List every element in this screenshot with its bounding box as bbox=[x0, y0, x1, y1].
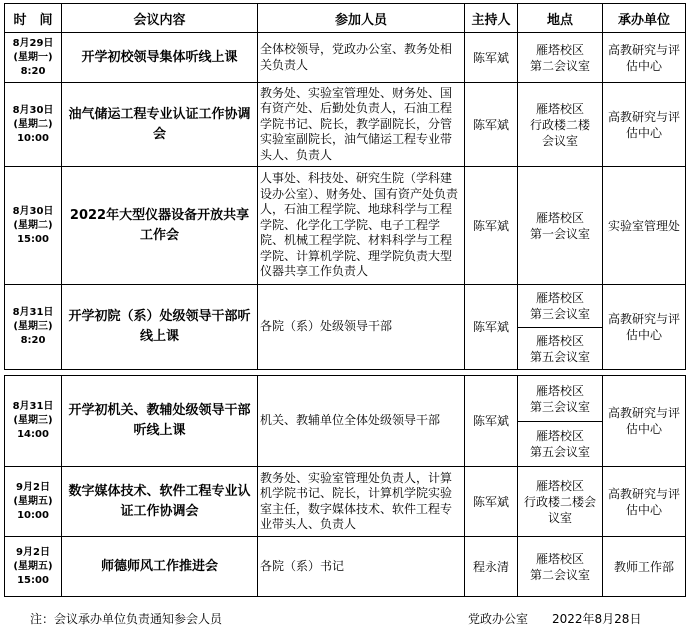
table-row bbox=[5, 376, 686, 467]
meeting-participants: 机关、教辅单位全体处级领导干部 bbox=[258, 376, 465, 467]
meeting-organizer: 高教研究与评估中心 bbox=[603, 467, 686, 537]
meeting-time: 9月2日 (星期五) 10:00 bbox=[5, 467, 62, 537]
header-content: 会议内容 bbox=[62, 4, 258, 33]
meeting-participants: 人事处、科技处、研究生院（学科建设办公室）、财务处、国有资产处负责人，石油工程学院、地球科学与工程学院、化学化工学院、电子工程学院、机械工程学院、材料科学与工程学院、计算机学院、理学院负责大型仪器共享工作负责人 bbox=[258, 167, 465, 285]
meeting-location: 雁塔校区 行政楼二楼 会议室 bbox=[518, 83, 603, 167]
meeting-participants: 各院（系）书记 bbox=[258, 537, 465, 597]
meeting-organizer: 高教研究与评估中心 bbox=[603, 285, 686, 370]
meeting-time: 8月30日 (星期二) 10:00 bbox=[5, 83, 62, 167]
meeting-title: 2022年大型仪器设备开放共享工作会 bbox=[62, 167, 258, 285]
issue-date: 2022年8月28日 bbox=[552, 612, 642, 626]
meeting-host: 陈军斌 bbox=[465, 83, 518, 167]
header-host: 主持人 bbox=[465, 4, 518, 33]
schedule-table-continued bbox=[4, 375, 686, 597]
header-participants: 参加人员 bbox=[258, 4, 465, 33]
meeting-host: 陈军斌 bbox=[465, 376, 518, 467]
meeting-location bbox=[518, 376, 603, 467]
table-row bbox=[5, 537, 686, 597]
meeting-participants: 各院（系）处级领导干部 bbox=[258, 285, 465, 370]
table-row bbox=[5, 33, 686, 83]
meeting-title: 开学初机关、教辅处级领导干部听线上课 bbox=[62, 376, 258, 467]
meeting-location: 雁塔校区 第一会议室 bbox=[518, 167, 603, 285]
meeting-location: 雁塔校区 第二会议室 bbox=[518, 537, 603, 597]
meeting-title: 数字媒体技术、软件工程专业认证工作协调会 bbox=[62, 467, 258, 537]
issuing-office: 党政办公室 bbox=[468, 612, 529, 626]
meeting-title: 油气储运工程专业认证工作协调会 bbox=[62, 83, 258, 167]
schedule-table bbox=[4, 3, 686, 370]
meeting-organizer: 实验室管理处 bbox=[603, 167, 686, 285]
meeting-organizer: 高教研究与评估中心 bbox=[603, 83, 686, 167]
footer-note: 注：会议承办单位负责通知参会人员 bbox=[30, 612, 223, 626]
meeting-time: 8月31日 (星期三) 14:00 bbox=[5, 376, 62, 467]
meeting-location: 雁塔校区 行政楼二楼会议室 bbox=[518, 467, 603, 537]
meeting-organizer: 高教研究与评估中心 bbox=[603, 376, 686, 467]
table-row bbox=[5, 167, 686, 285]
meeting-host: 陈军斌 bbox=[465, 467, 518, 537]
meeting-organizer: 高教研究与评估中心 bbox=[603, 33, 686, 83]
location-room: 雁塔校区 第五会议室 bbox=[529, 333, 590, 364]
meeting-title: 师德师风工作推进会 bbox=[62, 537, 258, 597]
location-room: 雁塔校区 第三会议室 bbox=[518, 285, 602, 328]
meeting-organizer: 教师工作部 bbox=[603, 537, 686, 597]
meeting-host: 陈军斌 bbox=[465, 33, 518, 83]
location-room: 雁塔校区 第三会议室 bbox=[518, 376, 602, 422]
meeting-host: 程永清 bbox=[465, 537, 518, 597]
header-time: 时 间 bbox=[5, 4, 62, 33]
meeting-time: 8月31日 (星期三) 8:20 bbox=[5, 285, 62, 370]
meeting-location bbox=[518, 285, 603, 370]
meeting-host: 陈军斌 bbox=[465, 285, 518, 370]
table-header bbox=[5, 4, 686, 33]
location-room: 雁塔校区 第五会议室 bbox=[529, 429, 590, 459]
table-row bbox=[5, 467, 686, 537]
meeting-time: 8月30日 (星期二) 15:00 bbox=[5, 167, 62, 285]
meeting-participants: 全体校领导，党政办公室、教务处相关负责人 bbox=[258, 33, 465, 83]
table-row bbox=[5, 285, 686, 370]
meeting-title: 开学初院（系）处级领导干部听线上课 bbox=[62, 285, 258, 370]
meeting-time: 9月2日 (星期五) 15:00 bbox=[5, 537, 62, 597]
meeting-host: 陈军斌 bbox=[465, 167, 518, 285]
meeting-title: 开学初校领导集体听线上课 bbox=[62, 33, 258, 83]
header-organizer: 承办单位 bbox=[603, 4, 686, 33]
meeting-time: 8月29日 (星期一) 8:20 bbox=[5, 33, 62, 83]
meeting-location: 雁塔校区 第二会议室 bbox=[518, 33, 603, 83]
meeting-participants: 教务处、实验室管理处、财务处、国有资产处、后勤处负责人，石油工程学院书记、院长，教学副院长，分管实验室副院长，油气储运工程专业带头人、负责人 bbox=[258, 83, 465, 167]
meeting-participants: 教务处、实验室管理处负责人，计算机学院书记、院长，计算机学院实验室主任，数字媒体技术、软件工程专业带头人、负责人 bbox=[258, 467, 465, 537]
table-row bbox=[5, 83, 686, 167]
page-footer bbox=[0, 608, 687, 628]
header-location: 地点 bbox=[518, 4, 603, 33]
